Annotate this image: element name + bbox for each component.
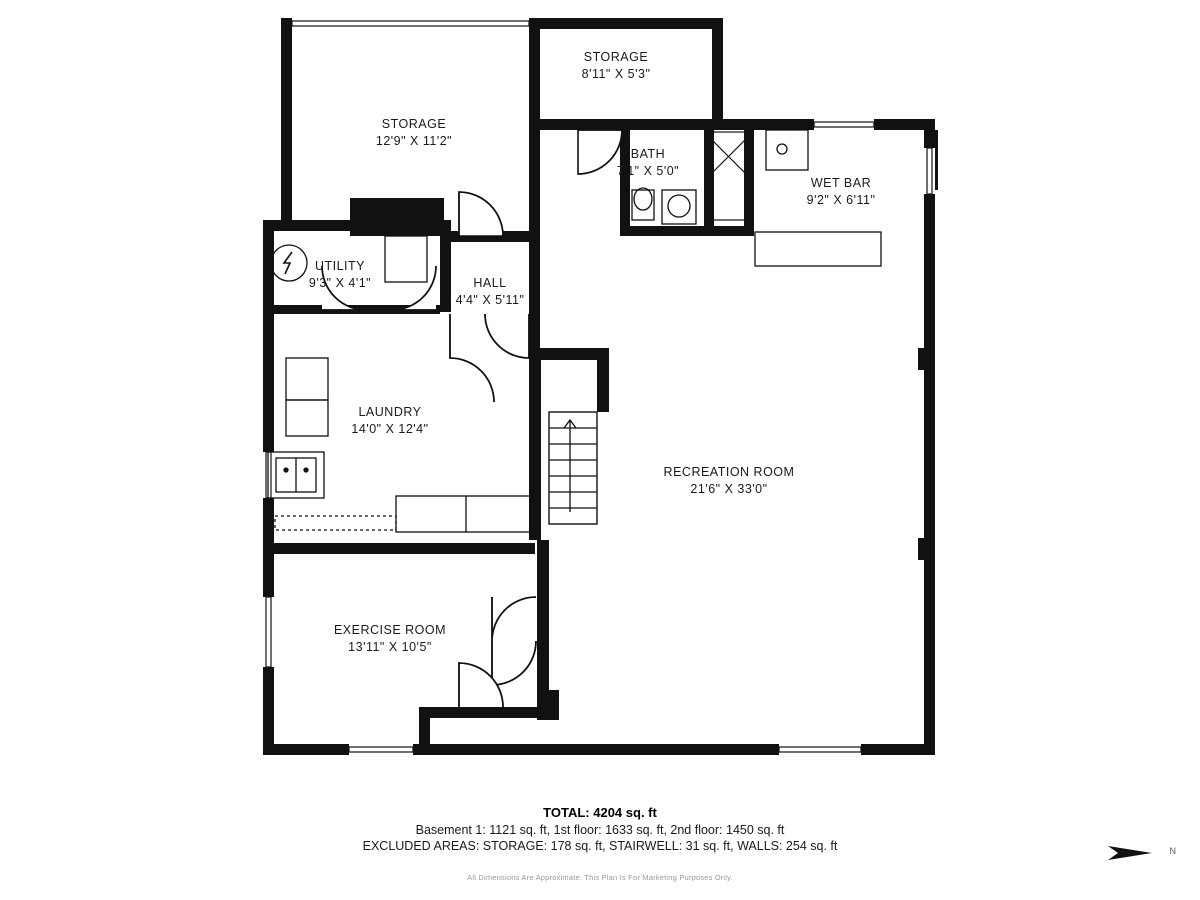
area-summary [0,805,1200,855]
total-area: TOTAL: 4204 sq. ft [543,805,657,820]
room-name: EXERCISE ROOM [333,623,447,638]
disclaimer-text: All Dimensions Are Approximate. This Plan Is For Marketing Purposes Only. [467,873,733,882]
room-name: LAUNDRY [358,405,422,420]
compass-arrow-icon [1106,836,1176,872]
room-dimensions: 8'11" X 5'3" [581,67,651,81]
stairwell [549,412,597,524]
room-name: STORAGE [381,117,447,132]
room-name: BATH [630,147,666,162]
compass [1106,836,1176,872]
room-dimensions: 12'9" X 11'2" [375,134,453,148]
room-name: STORAGE [583,50,649,65]
room-dimensions: 4'4" X 5'11" [455,293,525,307]
room-dimensions: 7'1" X 5'0" [616,164,680,178]
wet-bar-counter [755,232,881,266]
floor-breakdown: Basement 1: 1121 sq. ft, 1st floor: 1633 sq. ft, 2nd floor: 1450 sq. ft [415,823,785,837]
compass-north-label: N [1169,846,1176,856]
room-dimensions: 9'3" X 4'1" [308,276,372,290]
room-name: UTILITY [314,259,366,274]
room-name: HALL [473,276,507,291]
room-name: RECREATION ROOM [663,465,795,480]
room-dimensions: 9'2" X 6'11" [806,193,876,207]
room-name: WET BAR [810,176,872,191]
excluded-areas: EXCLUDED AREAS: STORAGE: 178 sq. ft, STAIRWELL: 31 sq. ft, WALLS: 254 sq. ft [362,839,838,853]
room-dimensions: 13'11" X 10'5" [348,640,432,654]
room-dimensions: 14'0" X 12'4" [351,422,429,436]
dryer [286,400,328,436]
washer [286,358,328,400]
room-dimensions: 21'6" X 33'0" [690,482,768,496]
